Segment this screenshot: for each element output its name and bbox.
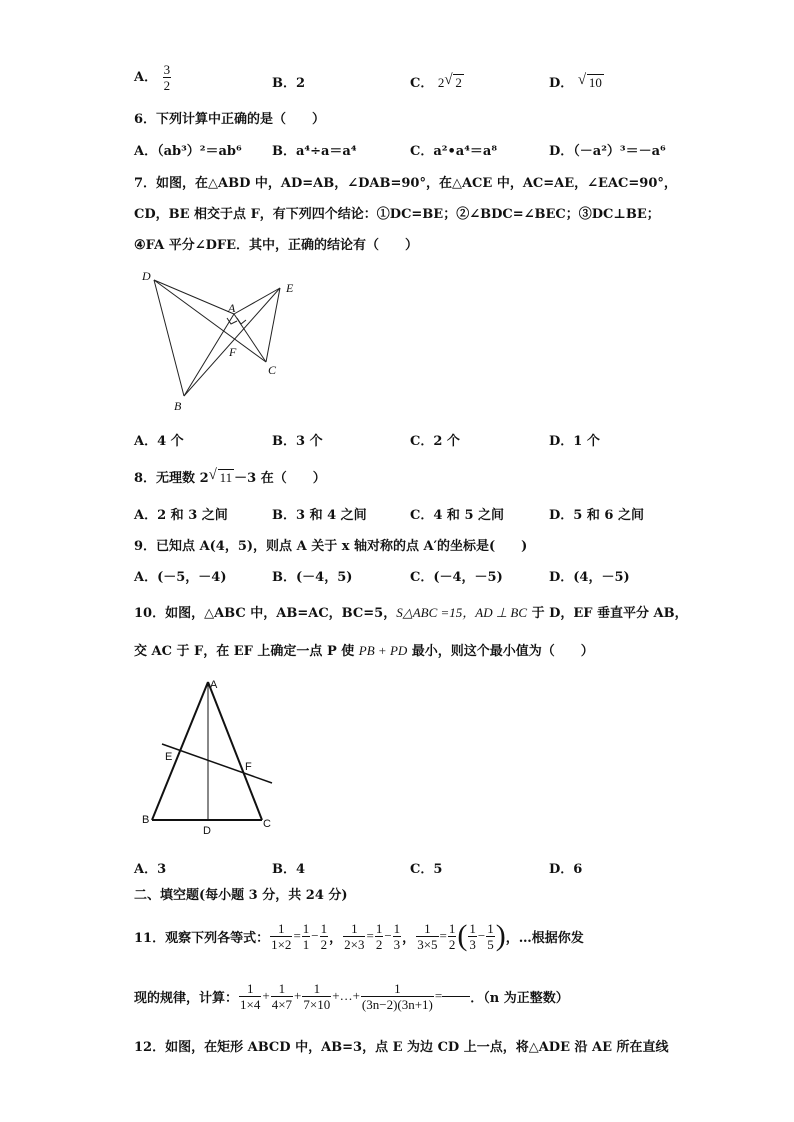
answer-blank xyxy=(442,996,470,997)
q10-stem-line1: 10．如图，△ABC 中，AB=AC，BC=5，S△ABC =15，AD ⊥ BC 于 D，EF 垂直平分 AB， xyxy=(134,605,688,621)
label-d: D xyxy=(142,269,151,283)
q10-options xyxy=(0,858,794,878)
fraction: $\frac{1}{3}$ xyxy=(393,920,401,952)
q8-options xyxy=(0,504,794,524)
label-d: D xyxy=(203,825,211,837)
label-e: E xyxy=(165,751,173,763)
q6-options xyxy=(0,140,794,160)
fraction: $\frac{1}{2\times 3}$ xyxy=(344,920,365,952)
q12-stem: 12．如图，在矩形 ABCD 中，AB=3，点 E 为边 CD 上一点，将△ADE 沿 AE 所在直线 xyxy=(134,1040,669,1055)
label-c: C xyxy=(263,818,271,830)
fraction: $\frac{1}{2}$ xyxy=(375,920,383,952)
q7-stem-line2: CD，BE 相交于点 F，有下列四个结论：①DC=BE；②∠BDC=∠BEC；③DC⊥BE； xyxy=(134,207,660,222)
q10-figure xyxy=(134,672,294,840)
q9-option-a: A．(－5，－4) xyxy=(134,570,227,585)
fraction: $\frac{1}{4\times 7}$ xyxy=(271,980,293,1012)
label-f: F xyxy=(245,761,252,773)
fraction: $\frac{1}{3}$ xyxy=(469,920,476,952)
section-title: 二、填空题(每小题 3 分，共 24 分) xyxy=(134,888,348,903)
fraction: $\frac{1}{1}$ xyxy=(302,920,310,952)
label-c: C xyxy=(268,363,277,377)
q5-option-b: B．2 xyxy=(272,76,306,91)
fraction: $\frac{1}{1\times 2}$ xyxy=(271,920,292,952)
q9-stem: 9．已知点 A(4，5)，则点 A 关于 x 轴对称的点 A′的坐标是( ) xyxy=(134,539,528,554)
q6-option-a: A．（ab³）²＝ab⁶ xyxy=(134,144,242,159)
q6-option-b: B．a⁴÷a＝a⁴ xyxy=(272,144,357,159)
q8-option-c: C．4 和 5 之间 xyxy=(410,508,505,523)
label-f: F xyxy=(229,345,237,359)
fraction: $\frac{3}{2}$ xyxy=(163,62,171,93)
q6-stem: 6．下列计算中正确的是（ ） xyxy=(134,112,326,127)
q8-option-b: B．3 和 4 之间 xyxy=(272,508,367,523)
fraction: $\frac{1}{1\times 4}$ xyxy=(240,980,261,1012)
q9-option-d: D．(4，－5) xyxy=(549,570,630,585)
fraction: $\frac{1}{5}$ xyxy=(487,920,494,952)
q7-stem-line1: 7．如图，在△ABD 中，AD=AB，∠DAB=90°，在△ACE 中，AC=AE，∠EAC=90°， xyxy=(134,176,677,191)
fraction: $\frac{1}{3\times 5}$ xyxy=(417,920,438,952)
label-a: A xyxy=(210,679,218,691)
q11-line1: 11．观察下列各等式： $\frac{1}{1\times 2}$ = $\frac{1}{1}$ − $\frac{1}{2}$ ， $\frac{1}{2\times 3}$ = $\frac{1}{2}$ − $\frac{1}{3}$ ， $\frac{1}{3\times 5}$ = $\frac{1}{2}$ ( $\frac{1}{3}$ − $\frac{1}{5}$ ) ，…根据你发 xyxy=(134,919,584,952)
q10-stem-line2: 交 AC 于 F，在 EF 上确定一点 P 使 PB + PD 最小，则这个最小值为（ ） xyxy=(134,643,594,659)
q6-option-d: D．（－a²）³＝－a⁶ xyxy=(549,144,666,159)
q10-option-b: B．4 xyxy=(272,862,306,877)
fraction: $\frac{1}{7\times 10}$ xyxy=(303,980,331,1012)
fraction: $\frac{1}{2}$ xyxy=(448,920,456,952)
q9-options xyxy=(0,566,794,586)
q9-option-c: C．(－4，－5) xyxy=(410,570,503,585)
q7-figure xyxy=(134,262,314,422)
q10-option-d: D．6 xyxy=(549,862,583,877)
q7-option-c: C．2 个 xyxy=(410,434,460,449)
q8-option-a: A．2 和 3 之间 xyxy=(134,508,228,523)
q7-option-a: A．4 个 xyxy=(134,434,184,449)
q7-option-b: B．3 个 xyxy=(272,434,323,449)
q7-options xyxy=(0,430,794,450)
q8-stem: 8．无理数 2 √ 11 －3 在（ ） xyxy=(134,467,326,486)
sqrt: √ 2 xyxy=(444,72,462,90)
label-b: B xyxy=(174,399,182,413)
label-e: E xyxy=(286,281,294,295)
q10-option-c: C．5 xyxy=(410,862,443,877)
label-b: B xyxy=(142,814,150,826)
label-a: A xyxy=(228,301,236,315)
fraction: $\frac{1}{2}$ xyxy=(320,920,328,952)
q6-option-c: C．a²•a⁴＝a⁸ xyxy=(410,144,498,159)
q8-option-d: D．5 和 6 之间 xyxy=(549,508,644,523)
q11-line2: 现的规律，计算： $\frac{1}{1\times 4}$ + $\frac{1}{4\times 7}$ + $\frac{1}{7\times 10}$ +…+ $\frac{1}{(3n-2)(3n+1)}$ = ．（n 为正整数） xyxy=(134,980,569,1012)
q7-option-d: D．1 个 xyxy=(549,434,600,449)
sqrt: √ 11 xyxy=(208,467,233,485)
q7-stem-line3: ④FA 平分∠DFE．其中，正确的结论有（ ） xyxy=(134,238,419,253)
fraction: $\frac{1}{(3n-2)(3n+1)}$ xyxy=(361,980,433,1012)
q10-option-a: A．3 xyxy=(134,862,167,877)
q5-option-c: C． 2 √ 2 xyxy=(410,72,462,91)
sqrt: √ 10 xyxy=(577,72,602,90)
q9-option-b: B．(－4，5) xyxy=(272,570,353,585)
q5-option-d: D． √ 10 xyxy=(549,72,602,91)
q5-options xyxy=(0,62,794,93)
q5-option-a: A． $\frac{3}{2}$ xyxy=(134,62,171,93)
